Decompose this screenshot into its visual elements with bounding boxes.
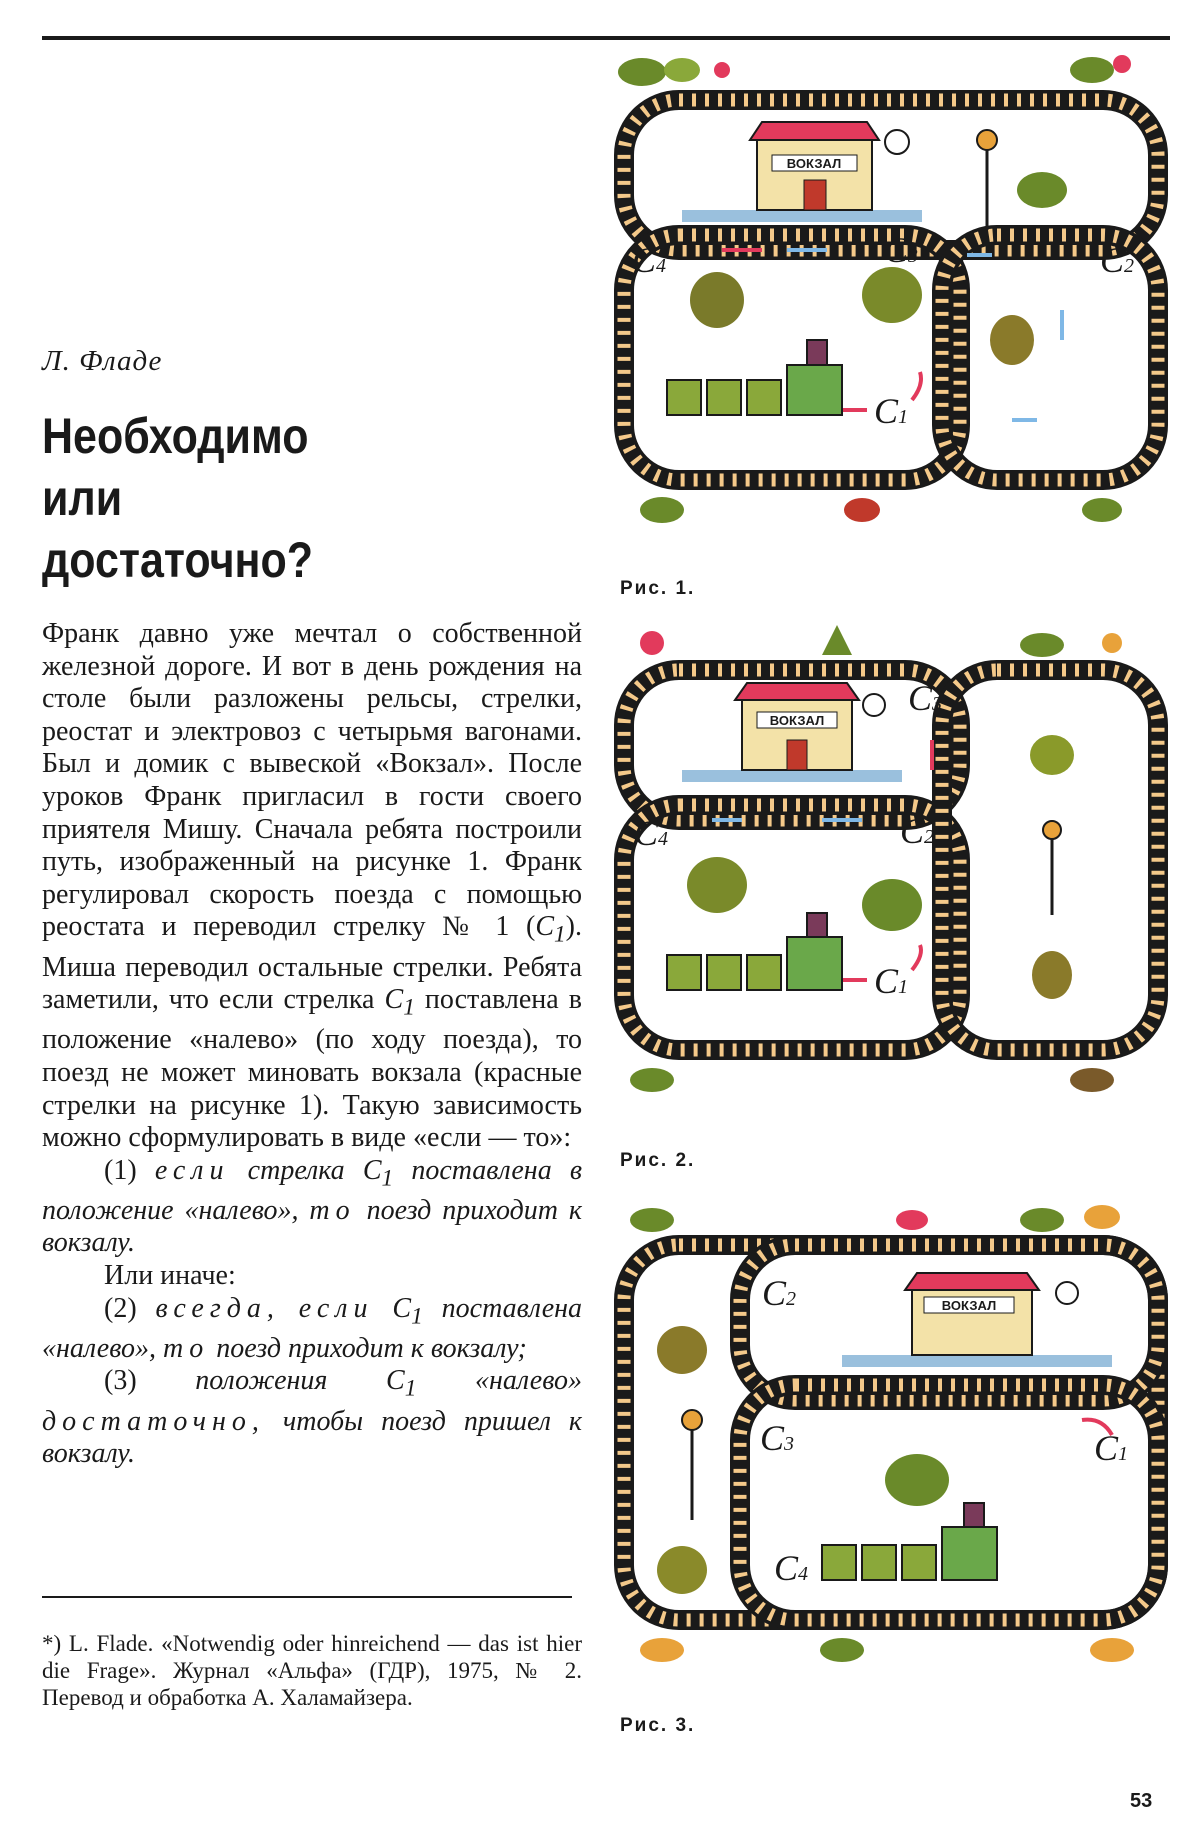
text: ). Миша переводил остальные стрелки. Ребята заметили, что если стрелка (42, 911, 582, 1016)
station (682, 122, 922, 222)
figure-3 (612, 1185, 1172, 1736)
statement-1: (1) если стрелка $C_1$ поставлена в положение «налево», то поезд приходит к вокзалу. (42, 1154, 583, 1259)
switch-label: C4 (634, 813, 669, 853)
station-sign: ВОКЗАЛ (769, 713, 825, 728)
author: Л. Фладе (42, 345, 163, 377)
bush-icon (657, 1546, 707, 1594)
switch-label: C2 (900, 811, 935, 851)
figure-caption: Рис. 2. (620, 1150, 696, 1171)
switch-label: C4 (632, 240, 667, 280)
figure-1 (612, 40, 1172, 599)
switch-symbol: $C_1$ (535, 911, 566, 948)
statement-3: (3) положения $C_1$ «налево» достаточно, чтобы поезд пришел к вокзалу. (42, 1365, 582, 1470)
train-icon (667, 913, 842, 990)
decor-bottom (640, 1638, 1134, 1662)
station-sign: ВОКЗАЛ (941, 1298, 997, 1313)
figure-caption: Рис. 1. (620, 578, 696, 599)
decor-top (618, 55, 1131, 86)
switch-label: C2 (762, 1273, 797, 1313)
decor-top (630, 1205, 1120, 1232)
switch-label: C3 (760, 1418, 795, 1458)
train-icon (822, 1503, 997, 1580)
footnote-rule (42, 1596, 572, 1598)
decor-bottom (640, 497, 1122, 523)
signal-icon (682, 1410, 702, 1520)
switch-label: C1 (874, 391, 909, 431)
bush-icon (1032, 951, 1072, 999)
switch-label: C2 (1100, 240, 1135, 280)
title-line: достаточно? (42, 532, 314, 588)
page-number: 53 (1130, 1790, 1153, 1812)
train-icon (667, 340, 842, 415)
bush-icon (657, 1326, 707, 1374)
figure-2 (612, 615, 1172, 1171)
footnote: *) L. Flade. «Notwendig oder hinreichend — das ist hier die Frage». Журнал «Альфа» (ГДР), 1975, № 2. Перевод и обработка А. Халамайзера. (42, 1631, 582, 1710)
paragraph (42, 618, 582, 1155)
title-line: или (42, 470, 123, 526)
switch-symbol: $C_1$ (384, 984, 415, 1021)
figure-caption: Рис. 3. (620, 1715, 696, 1736)
bush-icon (1030, 735, 1074, 775)
bush-icon (690, 272, 744, 328)
figure-1-illustration (612, 40, 1172, 570)
station (682, 683, 902, 782)
or-else-line: Или иначе: (104, 1260, 236, 1292)
bush-icon (885, 1454, 949, 1506)
switch-label: C1 (1094, 1428, 1129, 1468)
station (842, 1273, 1112, 1367)
figure-2-illustration (612, 615, 1172, 1135)
article-title (42, 405, 506, 591)
signal-icon (1043, 821, 1061, 915)
bush-icon (990, 315, 1034, 365)
station-sign: ВОКЗАЛ (786, 156, 842, 171)
bush-icon (687, 857, 747, 913)
text: поставлена в положение «налево» (по ходу поезда), то поезд не может миновать вокзала (красные стрелки на рисунке 1). Такую зависимость можно сформулировать в виде «если — то»: (42, 984, 582, 1154)
signal-icon (977, 130, 997, 230)
switch-label: C1 (874, 961, 909, 1001)
bush-icon (1017, 172, 1067, 208)
switch-label: C3 (908, 678, 943, 718)
switch-label: C4 (774, 1548, 809, 1588)
bush-icon (862, 267, 922, 323)
track-loop-left (624, 235, 960, 480)
figure-3-illustration (612, 1185, 1172, 1705)
decor-bottom (630, 1068, 1114, 1092)
text: Франк давно уже мечтал о собственной железной дороге. И вот в день рождения на столе были разложены рельсы, стрелки, реостат и электровоз с четырьмя вагонами. Был и домик с вывеской «Вокзал». После уроков Франк пригласил в гости своего приятеля Мишу. Сначала ребята построили путь, изображенный на рисунке 1. Франк регулировал скорость поезда с помощью реостата и переводил стрелку № 1 ( (42, 618, 582, 943)
title-line: Необходимо (42, 408, 309, 464)
switch-label: C3 (884, 230, 919, 270)
bush-icon (862, 879, 922, 931)
article-body (42, 618, 582, 1471)
decor-top (640, 625, 1122, 657)
statement-2: (2) всегда, если $C_1$ поставлена «налево», то поезд приходит к вокзалу; (42, 1292, 583, 1364)
